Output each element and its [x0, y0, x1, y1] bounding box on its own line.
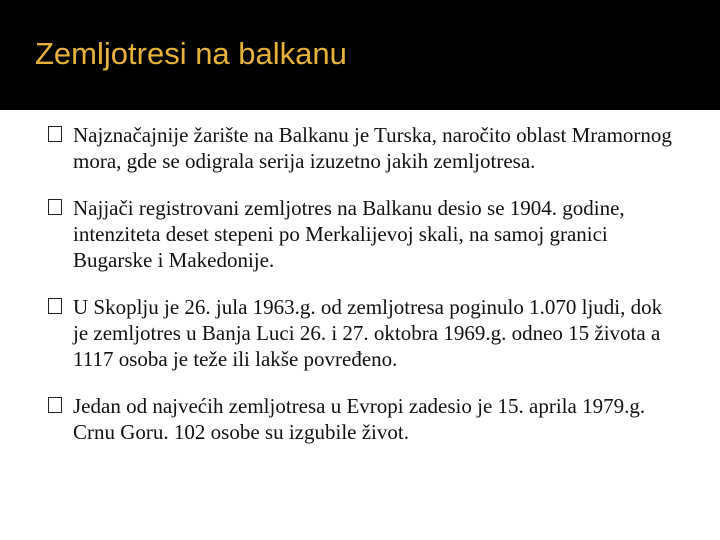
slide-title: Zemljotresi na balkanu — [35, 36, 347, 71]
bullet-text: U Skoplju je 26. jula 1963.g. od zemljotresa poginulo 1.070 ljudi, dok je zemljotres u Banja Luci 26. i 27. oktobra 1969.g. odneo 15 života a 1117 osoba je teže ili lakše povređeno. — [73, 295, 663, 371]
title-bar — [0, 0, 720, 110]
bullet-text: Najznačajnije žarište na Balkanu je Turska, naročito oblast Mramornog mora, gde se odigrala serija izuzetno jakih zemljotresa. — [73, 123, 672, 173]
square-bullet-icon — [48, 397, 62, 413]
list-item — [48, 122, 678, 174]
bullet-text: Najjači registrovani zemljotres na Balkanu desio se 1904. godine, intenziteta deset stepeni po Merkalijevoj skali, na samoj granici Bugarske i Makedonije. — [73, 196, 625, 272]
list-item — [48, 393, 678, 445]
bullet-text: Jedan od najvećih zemljotresa u Evropi zadesio je 15. aprila 1979.g. Crnu Goru. 102 osobe su izgubile život. — [73, 394, 646, 444]
bullet-list — [48, 122, 678, 466]
square-bullet-icon — [48, 126, 62, 142]
square-bullet-icon — [48, 199, 62, 215]
list-item — [48, 294, 678, 372]
list-item — [48, 195, 678, 273]
square-bullet-icon — [48, 298, 62, 314]
